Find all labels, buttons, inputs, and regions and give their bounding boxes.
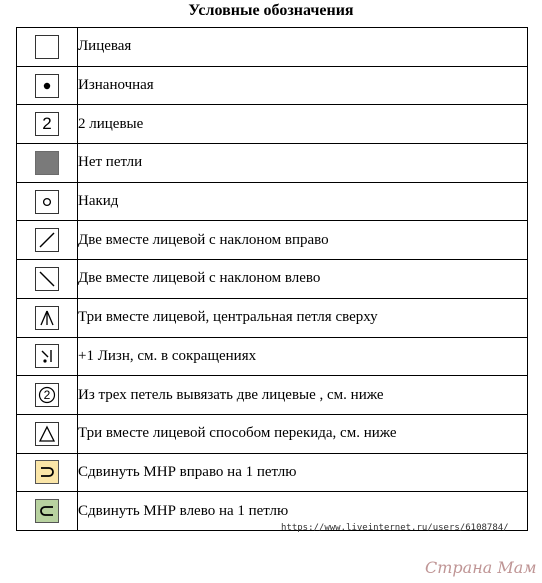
- legend-label: Три вместе лицевой способом перекида, см. ниже: [78, 414, 528, 453]
- legend-table: [16, 27, 528, 531]
- gray-square-icon: [35, 151, 59, 175]
- legend-label: +1 Лизн, см. в сокращениях: [78, 337, 528, 376]
- legend-row: [17, 414, 528, 453]
- legend-row: [17, 221, 528, 260]
- legend-label: Две вместе лицевой с наклоном вправо: [78, 221, 528, 260]
- legend-row: [17, 28, 528, 67]
- increase-icon: [35, 344, 59, 368]
- dot-icon: [35, 74, 59, 98]
- circle-icon: [35, 190, 59, 214]
- legend-row: [17, 105, 528, 144]
- slash-right-icon: [35, 228, 59, 252]
- number-two-glyph: 2: [42, 114, 52, 134]
- legend-label: Накид: [78, 182, 528, 221]
- legend-label: Сдвинуть МНР вправо на 1 петлю: [78, 453, 528, 492]
- marker-left-icon: [35, 499, 59, 523]
- legend-row: [17, 66, 528, 105]
- legend-label: Нет петли: [78, 144, 528, 183]
- legend-title: Условные обозначения: [188, 2, 354, 19]
- source-url: https://www.liveinternet.ru/users/6108784/: [281, 523, 509, 533]
- legend-label: Две вместе лицевой с наклоном влево: [78, 260, 528, 299]
- legend-label: Изнаночная: [78, 66, 528, 105]
- legend-label: Сдвинуть МНР влево на 1 петлю: [78, 492, 528, 531]
- legend-label: Лицевая: [78, 28, 528, 67]
- legend-row: [17, 453, 528, 492]
- legend-row: [17, 298, 528, 337]
- legend-row: [17, 260, 528, 299]
- legend-row: [17, 144, 528, 183]
- legend-label: Из трех петель вывязать две лицевые , см. ниже: [78, 376, 528, 415]
- watermark: Страна Мам: [425, 558, 537, 577]
- legend-label: Три вместе лицевой, центральная петля сверху: [78, 298, 528, 337]
- legend-row: [17, 337, 528, 376]
- slash-left-icon: [35, 267, 59, 291]
- marker-right-icon: [35, 460, 59, 484]
- circled-two-glyph: 2: [43, 388, 51, 403]
- triangle-icon: [35, 422, 59, 446]
- legend-label: 2 лицевые: [78, 105, 528, 144]
- legend-row: [17, 376, 528, 415]
- number-two-icon: [35, 112, 59, 136]
- empty-icon: [35, 35, 59, 59]
- three-together-icon: [35, 306, 59, 330]
- legend-row: [17, 182, 528, 221]
- circled-two-icon: [35, 383, 59, 407]
